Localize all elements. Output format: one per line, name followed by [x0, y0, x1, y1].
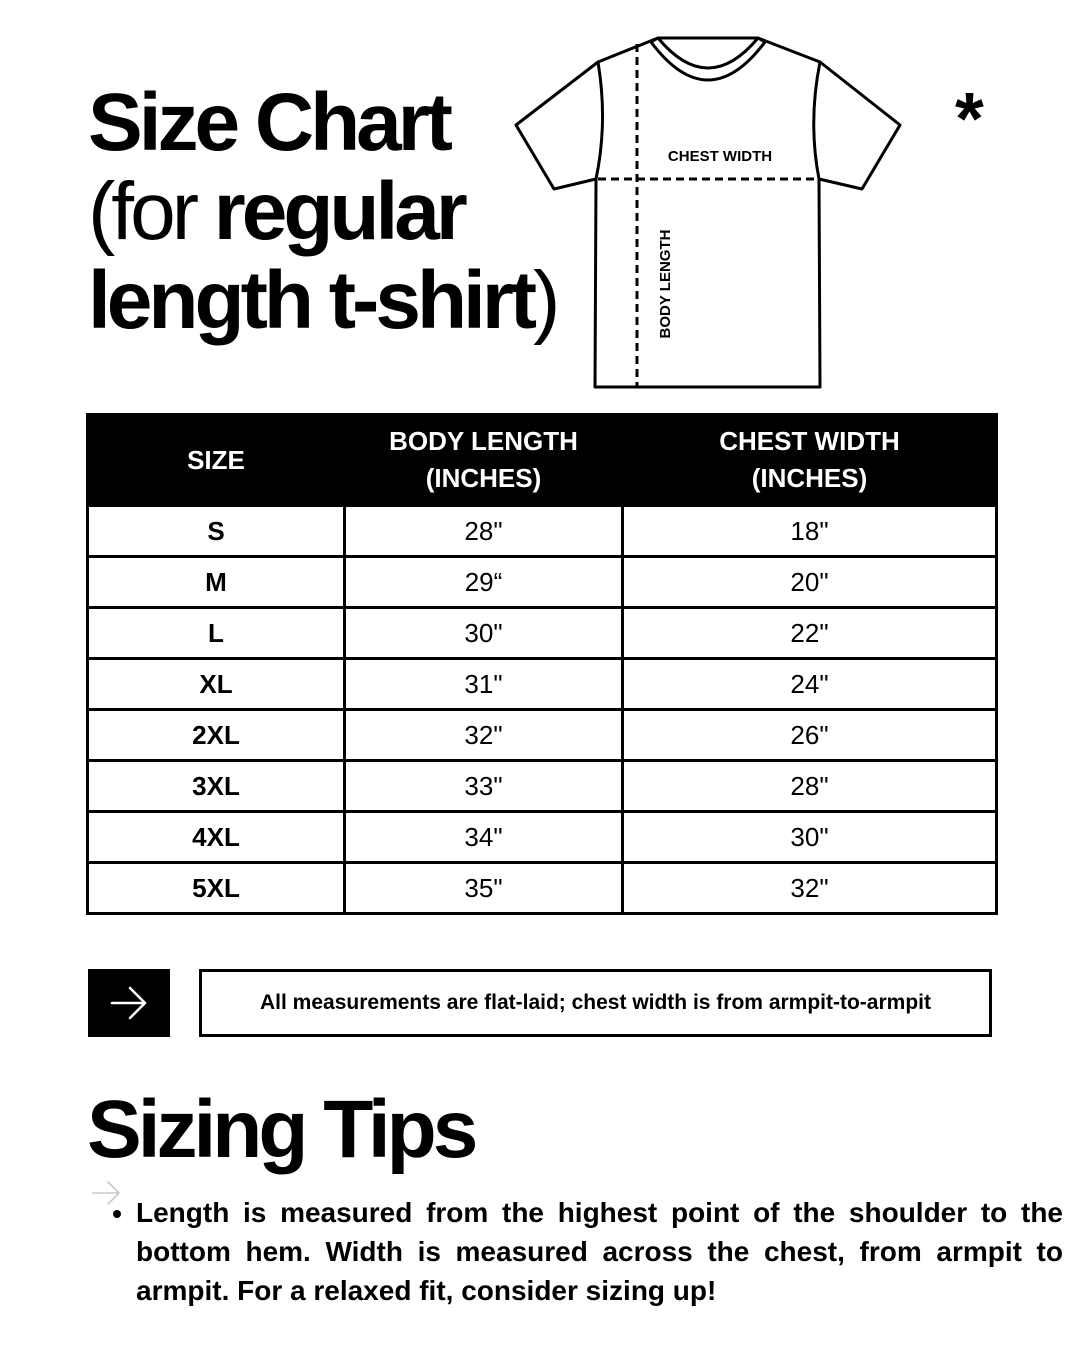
tshirt-outline: [516, 38, 900, 387]
table-row: [88, 710, 997, 761]
table-row: [88, 659, 997, 710]
table-header-row: [88, 415, 997, 506]
header-size: SIZE: [88, 415, 345, 506]
size-cell: 4XL: [88, 812, 345, 863]
size-cell: L: [88, 608, 345, 659]
chest-cell: 26": [623, 710, 997, 761]
arrow-right-icon: [109, 983, 149, 1023]
chest-cell: 24": [623, 659, 997, 710]
length-cell: 32": [345, 710, 623, 761]
measurement-note: All measurements are flat-laid; chest width is from armpit-to-armpit: [199, 969, 992, 1037]
length-cell: 31": [345, 659, 623, 710]
header-body-length-line1: BODY LENGTH: [389, 426, 578, 456]
chest-cell: 18": [623, 506, 997, 557]
chest-cell: 32": [623, 863, 997, 914]
header-chest-width-line1: CHEST WIDTH: [719, 426, 900, 456]
header-body-length-line2: (INCHES): [425, 463, 542, 493]
size-cell: 2XL: [88, 710, 345, 761]
length-cell: 28": [345, 506, 623, 557]
size-cell: S: [88, 506, 345, 557]
size-cell: 3XL: [88, 761, 345, 812]
table-row: [88, 761, 997, 812]
size-table: [86, 413, 998, 915]
chest-width-label: CHEST WIDTH: [667, 148, 773, 165]
tshirt-diagram: [510, 32, 910, 394]
header-chest-width-line2: (INCHES): [751, 463, 868, 493]
length-cell: 34": [345, 812, 623, 863]
body-length-label: BODY LENGTH: [657, 229, 674, 339]
size-cell: 5XL: [88, 863, 345, 914]
title-line-1: Size Chart: [88, 77, 449, 168]
size-cell: XL: [88, 659, 345, 710]
length-cell: 33": [345, 761, 623, 812]
chest-cell: 28": [623, 761, 997, 812]
table-row: [88, 506, 997, 557]
size-cell: M: [88, 557, 345, 608]
title-close: ): [533, 255, 557, 346]
header-chest-width: [623, 415, 997, 506]
header-body-length: [345, 415, 623, 506]
length-cell: 35": [345, 863, 623, 914]
asterisk-icon: *: [955, 77, 984, 160]
table-row: [88, 863, 997, 914]
chest-cell: 20": [623, 557, 997, 608]
table-row: [88, 557, 997, 608]
note-arrow-box: [88, 969, 170, 1037]
tips-list: [100, 1193, 1063, 1310]
table-row: [88, 608, 997, 659]
chest-cell: 30": [623, 812, 997, 863]
title-bold: regular length t-shirt: [88, 166, 534, 346]
length-cell: 30": [345, 608, 623, 659]
tip-item: • Length is measured from the highest point of the shoulder to the bottom hem. Width is measured across the chest, from armpit to armpit. For a relaxed fit, consider sizing up!: [136, 1193, 1063, 1310]
tips-title: Sizing Tips: [87, 1084, 475, 1175]
chest-cell: 22": [623, 608, 997, 659]
table-row: [88, 812, 997, 863]
title-open: (for: [88, 166, 195, 257]
length-cell: 29“: [345, 557, 623, 608]
